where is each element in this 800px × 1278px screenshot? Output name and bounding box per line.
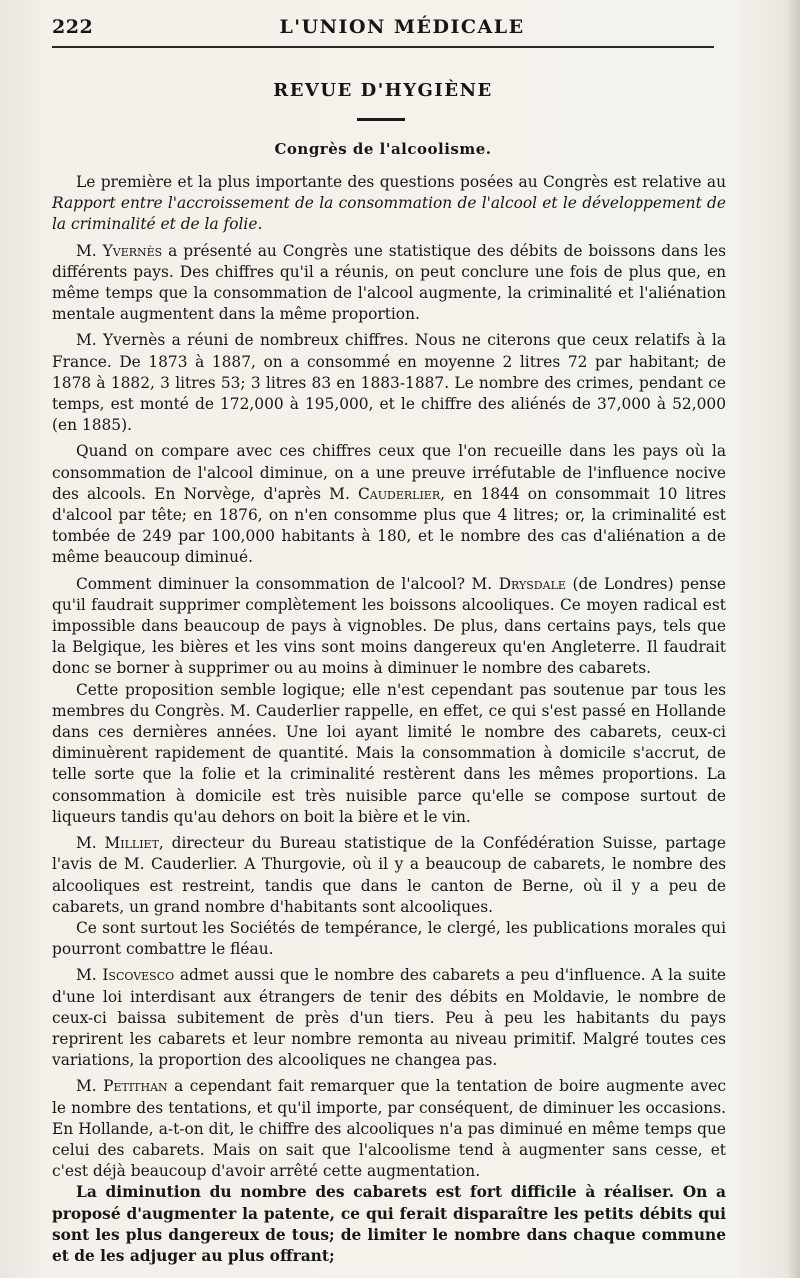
speaker-name: M. Milliet <box>76 834 159 853</box>
paragraph: Ce sont surtout les Sociétés de tempérance, le clergé, les publications morales qui pourront combattre le fléau. <box>52 918 726 959</box>
paragraph: La diminution du nombre des cabarets est fort difficile à réaliser. On a proposé d'augmenter la patente, ce qui ferait disparaître les petits débits qui sont les plus dangereux de tous; de limiter le nombre dans chaque commune et de les adjuger au plus offrant; <box>52 1183 726 1265</box>
paragraph <box>52 441 726 568</box>
title-rule <box>357 118 405 121</box>
paragraph <box>52 172 726 236</box>
paragraph <box>52 574 726 680</box>
paragraph-text: Comment diminuer la consommation de l'alcool? M. <box>76 574 499 593</box>
paragraph <box>52 1076 726 1182</box>
congress-question-italic: Rapport entre l'accroissement de la consommation de l'alcool et le développement de la criminalité et de la folie. <box>52 194 726 234</box>
speaker-name: M. Yvernès <box>76 241 163 260</box>
article-body <box>52 172 726 1272</box>
paragraph-text: , en 1844 on consommait 10 litres d'alcool par tête; en 1876, on n'en consomme plus que 4 litres; or, la criminalité est tombée de 249 par 100,000 habitants à 180, et le nombre des cas d'aliénation a de même beaucoup diminué. <box>52 484 726 567</box>
running-head <box>52 14 752 44</box>
paragraph-text: a présenté au Congrès une statistique des débits de boissons dans les différents pays. Des chiffres qu'il a réunis, on peut conclure une fois de plus que, en même temps que la consommation de l'alcool augmente, la criminalité et l'aliénation mentale augmentent dans la même proportion. <box>52 241 726 324</box>
journal-title: L'UNION MÉDICALE <box>279 16 525 38</box>
paragraph-text: (de Londres) pense qu'il faudrait supprimer complètement les boissons alcooliques. Ce moyen radical est impossible dans beaucoup de pays à vignobles. De plus, dans certains pays, tels que la Belgique, les bières et les vins sont moins dangereux qu'en Angleterre. Il faudrait donc se borner à supprimer ou au moins à diminuer le nombre des cabarets. <box>52 574 726 678</box>
paragraph: Cette proposition semble logique; elle n'est cependant pas soutenue par tous les membres du Congrès. M. Cauderlier rappelle, en effet, ce qui s'est passé en Hollande dans ces dernières années. Une loi ayant limité le nombre des cabarets, ceux-ci diminuèrent rapidement de quantité. Mais la consommation à domicile s'accrut, de telle sorte que la folie et la criminalité restèrent dans les mêmes proportions. La consommation à domicile est très nuisible parce qu'elle se compose surtout de liqueurs tandis qu'au dehors on boit la bière et le vin. <box>52 680 726 826</box>
speaker-name: Drysdale <box>498 574 566 593</box>
paragraph <box>52 833 726 918</box>
paragraph: M. Yvernès a réuni de nombreux chiffres. Nous ne citerons que ceux relatifs à la France. De 1873 à 1887, on a consommé en moyenne 2 litres 72 par habitant; de 1878 à 1882, 3 litres 53; 3 litres 83 en 1883-1887. Le nombre des crimes, pendant ce temps, est monté de 172,000 à 195,000, et le chiffre des aliénés de 37,000 à 52,000 (en 1885). <box>52 331 726 435</box>
speaker-name: Cauderlier <box>358 484 441 503</box>
speaker-name: M. Iscovesco <box>76 966 175 985</box>
paragraph-text: , directeur du Bureau statistique de la Confédération Suisse, partage l'avis de M. Cauderlier. A Thurgovie, où il y a beaucoup de cabarets, le nombre des alcooliques est restreint, tandis que dans le canton de Berne, où il y a peu de cabarets, un grand nombre d'habitants sont alcooliques. <box>52 834 727 916</box>
speaker-name: M. Petithan <box>76 1077 168 1096</box>
article-subtitle: Congrès de l'alcoolisme. <box>274 140 492 158</box>
paragraph-text: Le première et la plus importante des questions posées au Congrès est relative au <box>76 173 726 191</box>
header-rule <box>52 46 714 48</box>
page-gutter-shadow <box>786 0 800 1278</box>
paragraph-text: admet aussi que le nombre des cabarets a peu d'influence. A la suite d'une loi interdisant aux étrangers de tenir des débits en Moldavie, le nombre de ceux-ci baissa subitement de près d'un tiers. Peu à peu les habitants du pays reprirent les cabarets et leur nombre remonta au niveau primitif. Malgré toutes ces variations, la proportion des alcooliques ne changea pas. <box>52 966 726 1070</box>
paragraph <box>52 965 726 1071</box>
page-number: 222 <box>52 16 94 38</box>
paragraph-text: a cependant fait remarquer que la tentation de boire augmente avec le nombre des tentations, et qu'il importe, par conséquent, de diminuer les occasions. En Hollande, a-t-on dit, le chiffre des alcooliques n'a pas diminué en même temps que celui des cabarets. Mais on sait que l'alcoolisme tend à augmenter sans cesse, et c'est déjà beaucoup d'avoir arrêté cette augmentation. <box>52 1077 726 1181</box>
paragraph <box>52 241 726 326</box>
paragraph-text: Quand on compare avec ces chiffres ceux que l'on recueille dans les pays où la consommation de l'alcool diminue, on a une preuve irréfutable de l'influence nocive des alcools. En Norvège, d'après M. <box>52 442 726 503</box>
section-title: REVUE D'HYGIÈNE <box>273 80 493 101</box>
